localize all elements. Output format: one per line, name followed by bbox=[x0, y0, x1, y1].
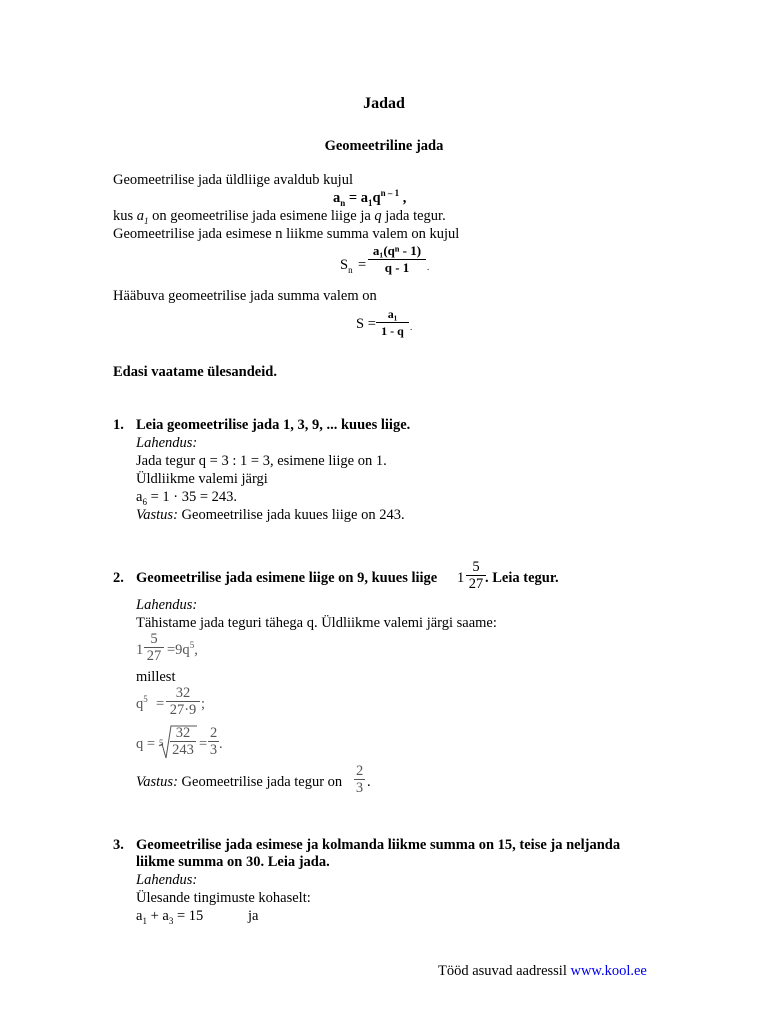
task-2-solution-label: Lahendus: bbox=[136, 597, 198, 613]
task-2-mixed-fraction: $\frac{5}{27}$ bbox=[466, 559, 486, 592]
task-2-eq2-eq: = bbox=[156, 696, 165, 712]
task-2-number: 2. bbox=[113, 570, 124, 586]
next-heading: Edasi vaatame ülesandeid. bbox=[113, 364, 277, 380]
task-2-answer-dot: . bbox=[367, 774, 371, 790]
task-2-millest: millest bbox=[136, 669, 176, 685]
sum-formula-fraction: $\frac{\text{a₁(qⁿ - 1)}}{q - 1}$ bbox=[368, 243, 426, 276]
task-2-answer-fraction: $\frac{2}{3}$ bbox=[355, 763, 364, 796]
task-2-eq1-rhs: $=9q^5$, bbox=[167, 640, 198, 658]
task-3-solution-label: Lahendus: bbox=[136, 872, 198, 888]
task-2-eq3-result: $\frac{2}{3}$ bbox=[209, 725, 218, 758]
sum-formula-lhs: $S_n$ bbox=[340, 257, 353, 275]
task-1-line-3: $a_6 = 1 \cdot 35 = 243$. bbox=[136, 489, 237, 507]
task-2-question: Geomeetrilise jada esimene liige on 9, kuues liige bbox=[136, 570, 438, 586]
page-subtitle: Geomeetriline jada bbox=[324, 138, 444, 154]
task-3-question-line-1: Geomeetrilise jada esimese ja kolmanda liikme summa on 15, teise ja neljanda bbox=[136, 837, 621, 853]
task-2-mixed-whole: 1 bbox=[457, 570, 465, 586]
task-2-line-1: Tähistame jada teguri tähega q. Üldliikme valemi järgi saame: bbox=[136, 615, 497, 631]
footer bbox=[438, 962, 647, 980]
task-1-number: 1. bbox=[113, 417, 124, 433]
task-1-line-1: Jada tegur q = 3 : 1 = 3, esimene liige on 1. bbox=[136, 453, 387, 469]
intro-line-3: Geomeetrilise jada esimese n liikme summa valem on kujul bbox=[113, 226, 460, 242]
task-1-answer: Vastus: Geomeetrilise jada kuues liige on 243. bbox=[136, 507, 405, 523]
sum-formula-eq: = bbox=[358, 257, 367, 273]
task-3-line-1: Ülesande tingimuste kohaselt: bbox=[136, 890, 311, 906]
sum-formula-dot: . bbox=[427, 262, 430, 272]
task-2-eq1-whole: 1 bbox=[136, 642, 144, 658]
task-3-question-line-2: liikme summa on 30. Leia jada. bbox=[136, 854, 330, 870]
general-term-formula: $a_n = a_1q^{n - 1}$ , bbox=[333, 188, 407, 208]
infinite-sum-fraction: $\frac{\text{a₁}}{1 - q}$ bbox=[376, 306, 409, 339]
task-2-eq2-semi: ; bbox=[201, 696, 206, 712]
task-3-line-2: $a_1 + a_3 = 15$ bbox=[136, 908, 204, 926]
task-3-number: 3. bbox=[113, 837, 124, 853]
page-title: Jadad bbox=[363, 95, 405, 112]
footer-link[interactable]: www.kool.ee bbox=[570, 963, 647, 979]
infinite-sum-dot: . bbox=[410, 322, 413, 332]
task-2-answer: Vastus: Geomeetrilise jada tegur on bbox=[136, 774, 343, 790]
task-2-eq3-lhs: q = bbox=[136, 736, 156, 752]
task-2-eq3-root-index: 5 bbox=[159, 738, 164, 748]
task-2-eq3-fraction: $\frac{32}{243}$ bbox=[170, 725, 196, 758]
task-1-solution-label: Lahendus: bbox=[136, 435, 198, 451]
intro-line-2: kus $a_1$ on geomeetrilise jada esimene liige ja q jada tegur. bbox=[113, 208, 446, 226]
intro-line-4: Hääbuva geomeetrilise jada summa valem on bbox=[113, 288, 377, 304]
task-1-question: Leia geomeetrilise jada 1, 3, 9, ... kuues liige. bbox=[136, 417, 411, 433]
intro-line-1: Geomeetrilise jada üldliige avaldub kujul bbox=[113, 172, 353, 188]
task-2-eq1-fraction: $\frac{5}{27}$ bbox=[144, 631, 164, 664]
task-2-question-end: . Leia tegur. bbox=[485, 570, 559, 586]
task-2-eq3-dot: . bbox=[219, 736, 223, 752]
footer-text: Tööd asuvad aadressil bbox=[438, 963, 571, 979]
infinite-sum-lhs: S = bbox=[356, 316, 376, 332]
task-3-line-2-ja: ja bbox=[248, 908, 259, 924]
task-2-eq2-fraction: $\frac{32}{27\cdot 9}$ bbox=[166, 685, 200, 718]
task-2-eq3-eq: = bbox=[199, 736, 208, 752]
task-2-eq2-lhs: $q^5$ bbox=[136, 694, 148, 712]
task-1-line-2: Üldliikme valemi järgi bbox=[136, 471, 268, 487]
